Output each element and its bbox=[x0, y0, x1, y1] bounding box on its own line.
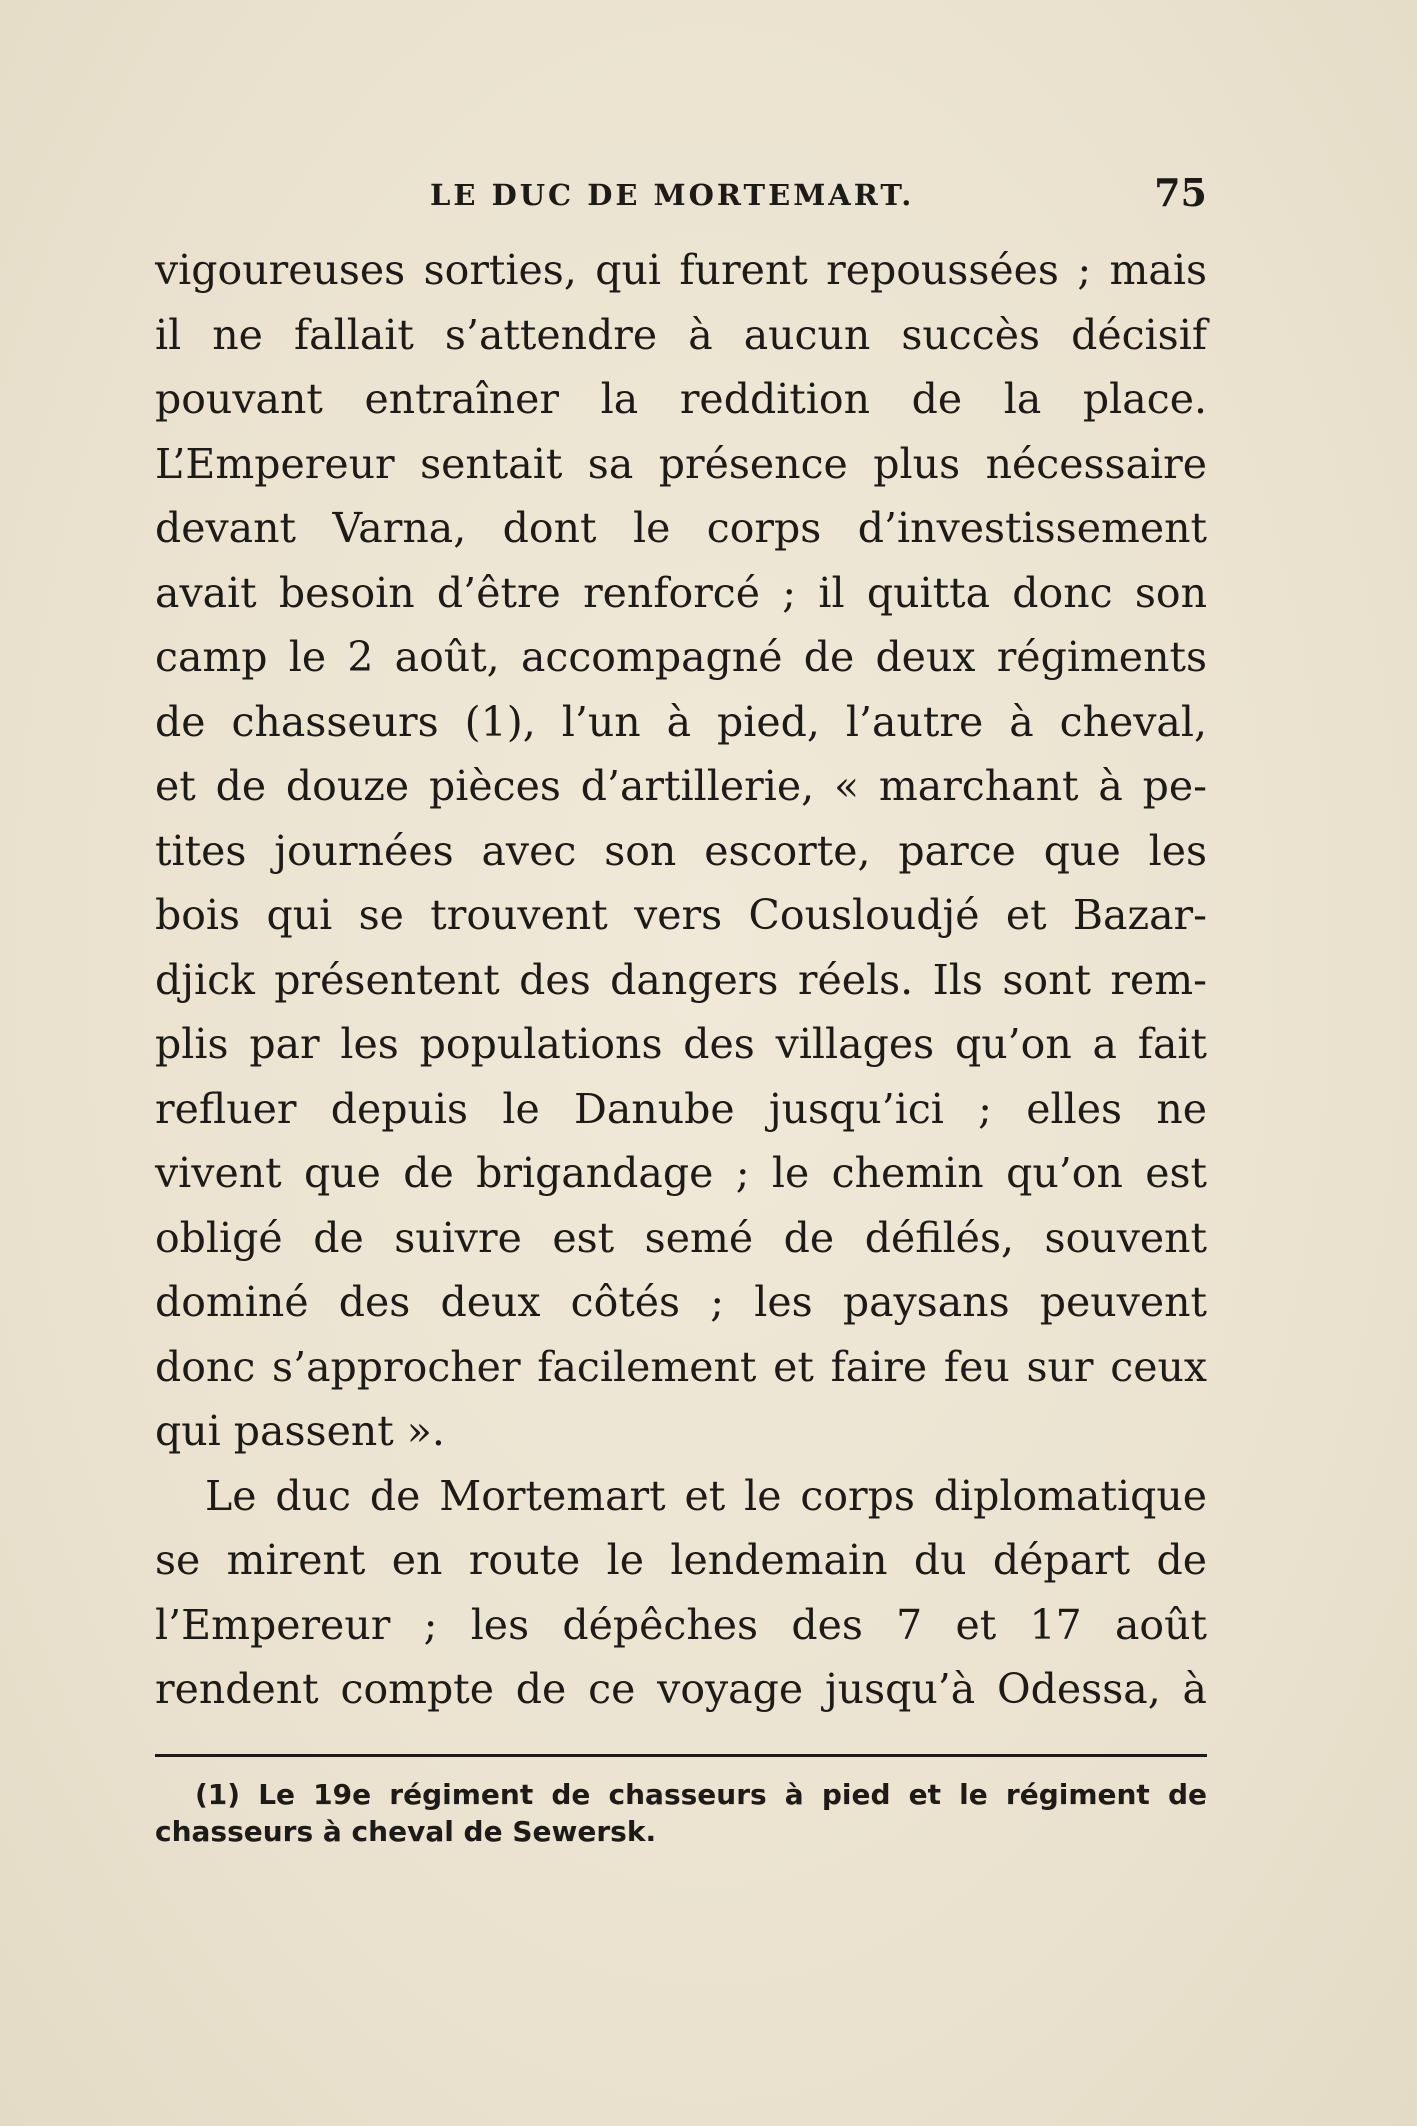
text-line: il ne fallait s’attendre à aucun succès décisif bbox=[155, 310, 1207, 359]
footnote-line: chasseurs à cheval de Sewersk. bbox=[155, 1815, 657, 1848]
text-line: vivent que de brigandage ; le chemin qu’on est bbox=[155, 1149, 1207, 1197]
text-line: l’Empereur ; les dépêches des 7 et 17 août bbox=[155, 1600, 1207, 1649]
running-title: LE DUC DE MORTEMART. bbox=[430, 178, 915, 212]
text-line: qui passent ». bbox=[155, 1407, 445, 1455]
text-line: donc s’approcher facilement et faire feu sur ceux bbox=[155, 1342, 1207, 1391]
text-line: pouvant entraîner la reddition de la place. bbox=[155, 375, 1207, 423]
footnote bbox=[155, 1776, 1207, 1850]
text-line: avait besoin d’être renforcé ; il quitta donc son bbox=[155, 568, 1207, 617]
text-line: bois qui se trouvent vers Cousloudjé et Bazar- bbox=[155, 891, 1207, 939]
text-line: L’Empereur sentait sa présence plus nécessaire bbox=[155, 439, 1207, 488]
text-line: rendent compte de ce voyage jusqu’à Odessa, à bbox=[155, 1665, 1207, 1713]
running-head bbox=[155, 170, 1207, 220]
text-line: vigoureuses sorties, qui furent repoussées ; mais bbox=[155, 246, 1207, 294]
text-line: refluer depuis le Danube jusqu’ici ; elles ne bbox=[155, 1084, 1207, 1133]
text-line: se mirent en route le lendemain du départ de bbox=[155, 1536, 1207, 1584]
text-line: de chasseurs (1), l’un à pied, l’autre à cheval, bbox=[155, 697, 1207, 746]
text-line: tites journées avec son escorte, parce que les bbox=[155, 826, 1207, 875]
text-line: camp le 2 août, accompagné de deux régiments bbox=[155, 633, 1207, 681]
footnote-rule bbox=[155, 1754, 1207, 1757]
page-number: 75 bbox=[1154, 170, 1207, 215]
text-line: obligé de suivre est semé de défilés, souvent bbox=[155, 1213, 1207, 1262]
text-line: dominé des deux côtés ; les paysans peuvent bbox=[155, 1278, 1207, 1326]
body-text bbox=[155, 238, 1207, 1722]
text-line: et de douze pièces d’artillerie, « marchant à pe- bbox=[155, 762, 1207, 810]
footnote-line: (1) Le 19e régiment de chasseurs à pied et le régiment de bbox=[195, 1778, 1207, 1811]
text-line: Le duc de Mortemart et le corps diplomatique bbox=[205, 1471, 1207, 1520]
text-line: djick présentent des dangers réels. Ils sont rem- bbox=[155, 955, 1207, 1004]
text-line: plis par les populations des villages qu’on a fait bbox=[155, 1020, 1207, 1068]
text-line: devant Varna, dont le corps d’investissement bbox=[155, 504, 1207, 552]
